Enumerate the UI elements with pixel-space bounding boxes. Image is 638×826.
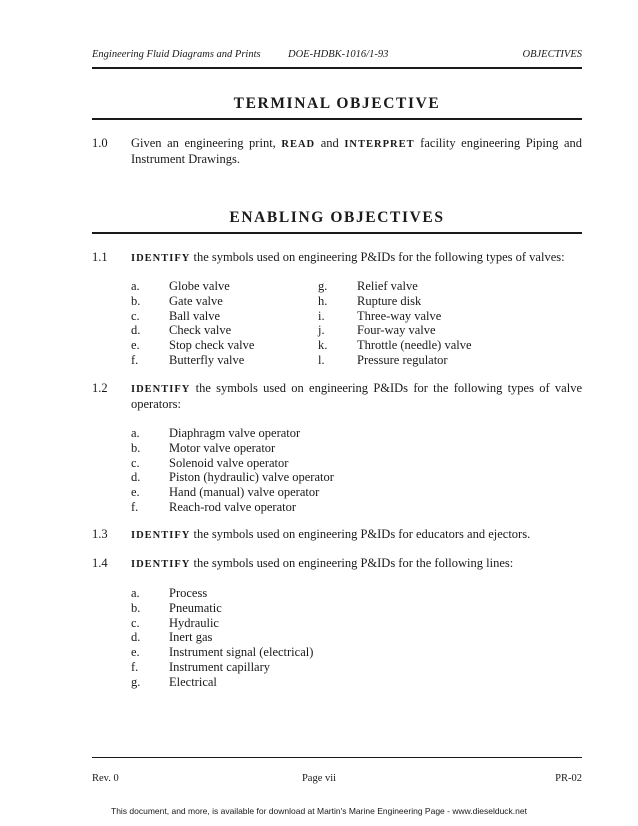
list-item-text: Diaphragm valve operator: [169, 426, 301, 440]
header-doc-number: DOE-HDBK-1016/1-93: [288, 49, 389, 60]
list-item-text: Three-way valve: [357, 308, 442, 323]
list-item-text: Four-way valve: [357, 323, 436, 338]
list-item-letter: d.: [131, 323, 141, 338]
list-item-text: Gate valve: [169, 293, 223, 308]
list-item-letter: l.: [318, 353, 325, 367]
objective-number: 1.4: [92, 556, 108, 570]
footer-rule: [92, 757, 582, 758]
list-item-letter: j.: [318, 323, 325, 338]
list-item-text: Rupture disk: [357, 293, 422, 308]
footer-page-number: Page vii: [301, 773, 337, 784]
list-item-text: Check valve: [169, 323, 232, 338]
list-item-letter: i.: [318, 308, 325, 323]
list-item-text: Reach-rod valve operator: [169, 500, 297, 514]
footer-revision: Rev. 0: [92, 773, 119, 784]
list-item-text: Globe valve: [169, 279, 230, 293]
list-item-letter: b.: [131, 440, 141, 455]
list-item-text: Electrical: [169, 674, 217, 689]
list-item-letter: f.: [131, 353, 139, 367]
list-item-letter: f.: [131, 660, 139, 674]
list-item-letter: b.: [131, 600, 141, 615]
list-item-letter: b.: [131, 293, 141, 308]
list-item-letter: e.: [131, 485, 140, 500]
header-title: Engineering Fluid Diagrams and Prints: [92, 49, 261, 60]
list-item-text: Hydraulic: [169, 615, 219, 630]
download-note: This document, and more, is available for download at Martin's Marine Engineering Page - www.dieselduck.net: [111, 806, 527, 816]
list-item-text: Instrument signal (electrical): [169, 645, 314, 660]
list-item-letter: a.: [131, 279, 140, 293]
list-item-letter: c.: [131, 615, 140, 630]
list-item-text: Piston (hydraulic) valve operator: [169, 470, 334, 485]
terminal-objective-number: 1.0: [92, 136, 108, 150]
list-item-text: Throttle (needle) valve: [357, 338, 472, 353]
list-item-letter: h.: [318, 293, 328, 308]
list-item-text: Hand (manual) valve operator: [169, 485, 320, 500]
list-item-letter: d.: [131, 470, 141, 485]
list-item-text: Solenoid valve operator: [169, 455, 289, 470]
list-item-text: Stop check valve: [169, 338, 255, 353]
list-item-text: Pneumatic: [169, 600, 222, 615]
list-item-letter: f.: [131, 500, 139, 514]
enabling-heading-rule: [92, 232, 582, 234]
list-item-text: Instrument capillary: [169, 660, 271, 674]
list-item-text: Butterfly valve: [169, 353, 245, 367]
list-item-text: Process: [169, 586, 208, 600]
objective-number: 1.2: [92, 381, 108, 395]
list-item-letter: c.: [131, 455, 140, 470]
header-section: OBJECTIVES: [522, 49, 582, 60]
list-item-text: Relief valve: [357, 279, 418, 293]
objective-text: IDENTIFY the symbols used on engineering P&IDs for the following types of valve operators:: [131, 381, 582, 411]
footer-code: PR-02: [555, 773, 582, 784]
list-item-letter: e.: [131, 338, 140, 353]
list-item-letter: c.: [131, 308, 140, 323]
list-item-letter: a.: [131, 426, 140, 440]
list-item-letter: g.: [131, 674, 141, 689]
list-item-letter: d.: [131, 630, 141, 645]
objective-text: IDENTIFY the symbols used on engineering P&IDs for the following lines:: [131, 556, 514, 570]
list-item-text: Inert gas: [169, 630, 213, 645]
terminal-objective-text: Given an engineering print, READ and INTERPRET facility engineering Piping and Instrument Drawings.: [131, 136, 582, 166]
list-item-letter: a.: [131, 586, 140, 600]
list-item-letter: k.: [318, 338, 328, 353]
list-item-letter: e.: [131, 645, 140, 660]
enabling-objectives-heading: ENABLING OBJECTIVES: [229, 209, 445, 226]
list-item-letter: g.: [318, 279, 328, 293]
objective-number: 1.3: [92, 527, 108, 541]
list-item-text: Pressure regulator: [357, 353, 448, 367]
list-item-text: Ball valve: [169, 308, 221, 323]
objective-text: IDENTIFY the symbols used on engineering P&IDs for educators and ejectors.: [131, 527, 531, 541]
terminal-objective-heading: TERMINAL OBJECTIVE: [233, 95, 441, 112]
objective-number: 1.1: [92, 250, 108, 264]
objective-text: IDENTIFY the symbols used on engineering P&IDs for the following types of valves:: [131, 250, 565, 264]
header-rule: [92, 67, 582, 69]
terminal-heading-rule: [92, 118, 582, 120]
list-item-text: Motor valve operator: [169, 440, 276, 455]
